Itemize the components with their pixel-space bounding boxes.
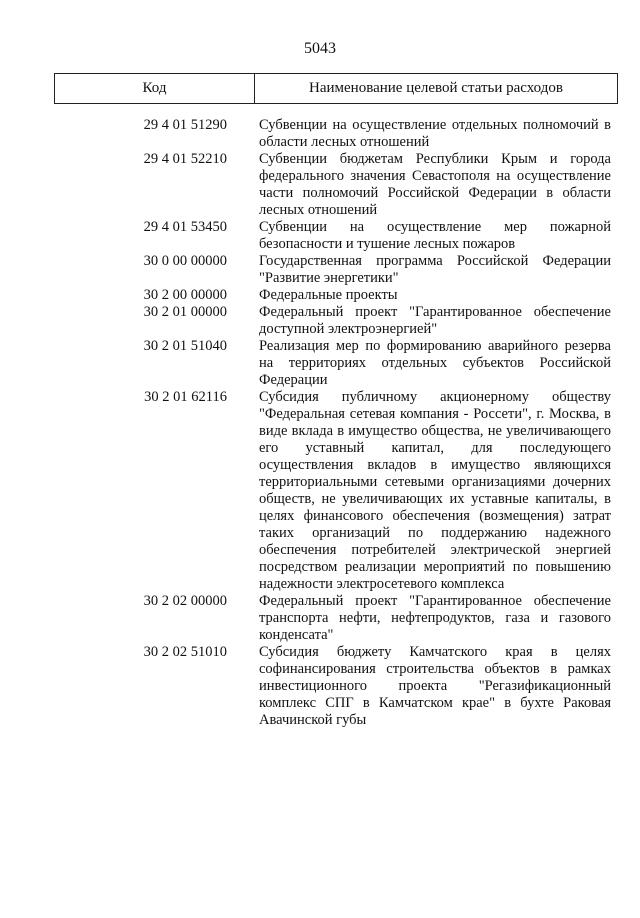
- table-row: [54, 338, 618, 389]
- table-header: [54, 73, 618, 104]
- page-number: 5043: [304, 40, 336, 57]
- table-row: [54, 304, 618, 338]
- row-code: 29 4 01 52210: [143, 151, 227, 167]
- row-name: Реализация мер по формированию аварийного резерва на территориях отдельных субъектов Российской Федерации: [259, 338, 611, 388]
- table-row: [54, 644, 618, 729]
- row-code: 29 4 01 53450: [143, 219, 227, 235]
- table-row: [54, 151, 618, 219]
- table-row: [54, 287, 618, 304]
- row-code: 30 2 01 62116: [144, 389, 227, 405]
- row-code: 30 2 02 00000: [143, 593, 227, 609]
- row-name: Государственная программа Российской Федерации "Развитие энергетики": [259, 253, 611, 286]
- row-name: Субсидия публичному акционерному обществу "Федеральная сетевая компания - Россети", г. Москва, в виде вклада в имущество общества, не увеличивающего его уставный капитал, для последующего осуществления вкладов в имущество являющихся территориальными сетевыми организациями дочерних обществ, не увеличивающих их уставные капиталы, в целях финансового обеспечения (возмещения) затрат таких организаций по поддержанию надежного обеспечения потребителей электрической энергией посредством реализации мероприятий по повышению надежности электросетевого комплекса: [259, 389, 611, 592]
- table-body: [54, 117, 618, 729]
- column-header-name: Наименование целевой статьи расходов: [309, 80, 563, 96]
- table-row: [54, 219, 618, 253]
- row-name: Федеральные проекты: [259, 287, 398, 303]
- row-code: 30 2 00 00000: [143, 287, 227, 303]
- row-name: Субвенции на осуществление мер пожарной безопасности и тушение лесных пожаров: [259, 219, 611, 252]
- row-name: Субвенции на осуществление отдельных полномочий в области лесных отношений: [259, 117, 611, 150]
- table-row: [54, 253, 618, 287]
- table-row: [54, 117, 618, 151]
- row-name: Субсидия бюджету Камчатского края в целях софинансирования строительства объектов в рамках инвестиционного проекта "Регазификационный комплекс СПГ в Камчатском крае" в бухте Раковая Авачинской губы: [259, 644, 611, 728]
- row-code: 30 0 00 00000: [143, 253, 227, 269]
- column-header-code: Код: [55, 74, 255, 103]
- row-code: 29 4 01 51290: [143, 117, 227, 133]
- row-code: 30 2 01 51040: [143, 338, 227, 354]
- row-code: 30 2 01 00000: [143, 304, 227, 320]
- row-name: Федеральный проект "Гарантированное обеспечение транспорта нефти, нефтепродуктов, газа и газового конденсата": [259, 593, 611, 643]
- row-code: 30 2 02 51010: [143, 644, 227, 660]
- table-row: [54, 593, 618, 644]
- row-name: Федеральный проект "Гарантированное обеспечение доступной электроэнергией": [259, 304, 611, 337]
- table-row: [54, 389, 618, 593]
- row-name: Субвенции бюджетам Республики Крым и города федерального значения Севастополя на осуществление части полномочий Российской Федерации в области лесных отношений: [259, 151, 611, 218]
